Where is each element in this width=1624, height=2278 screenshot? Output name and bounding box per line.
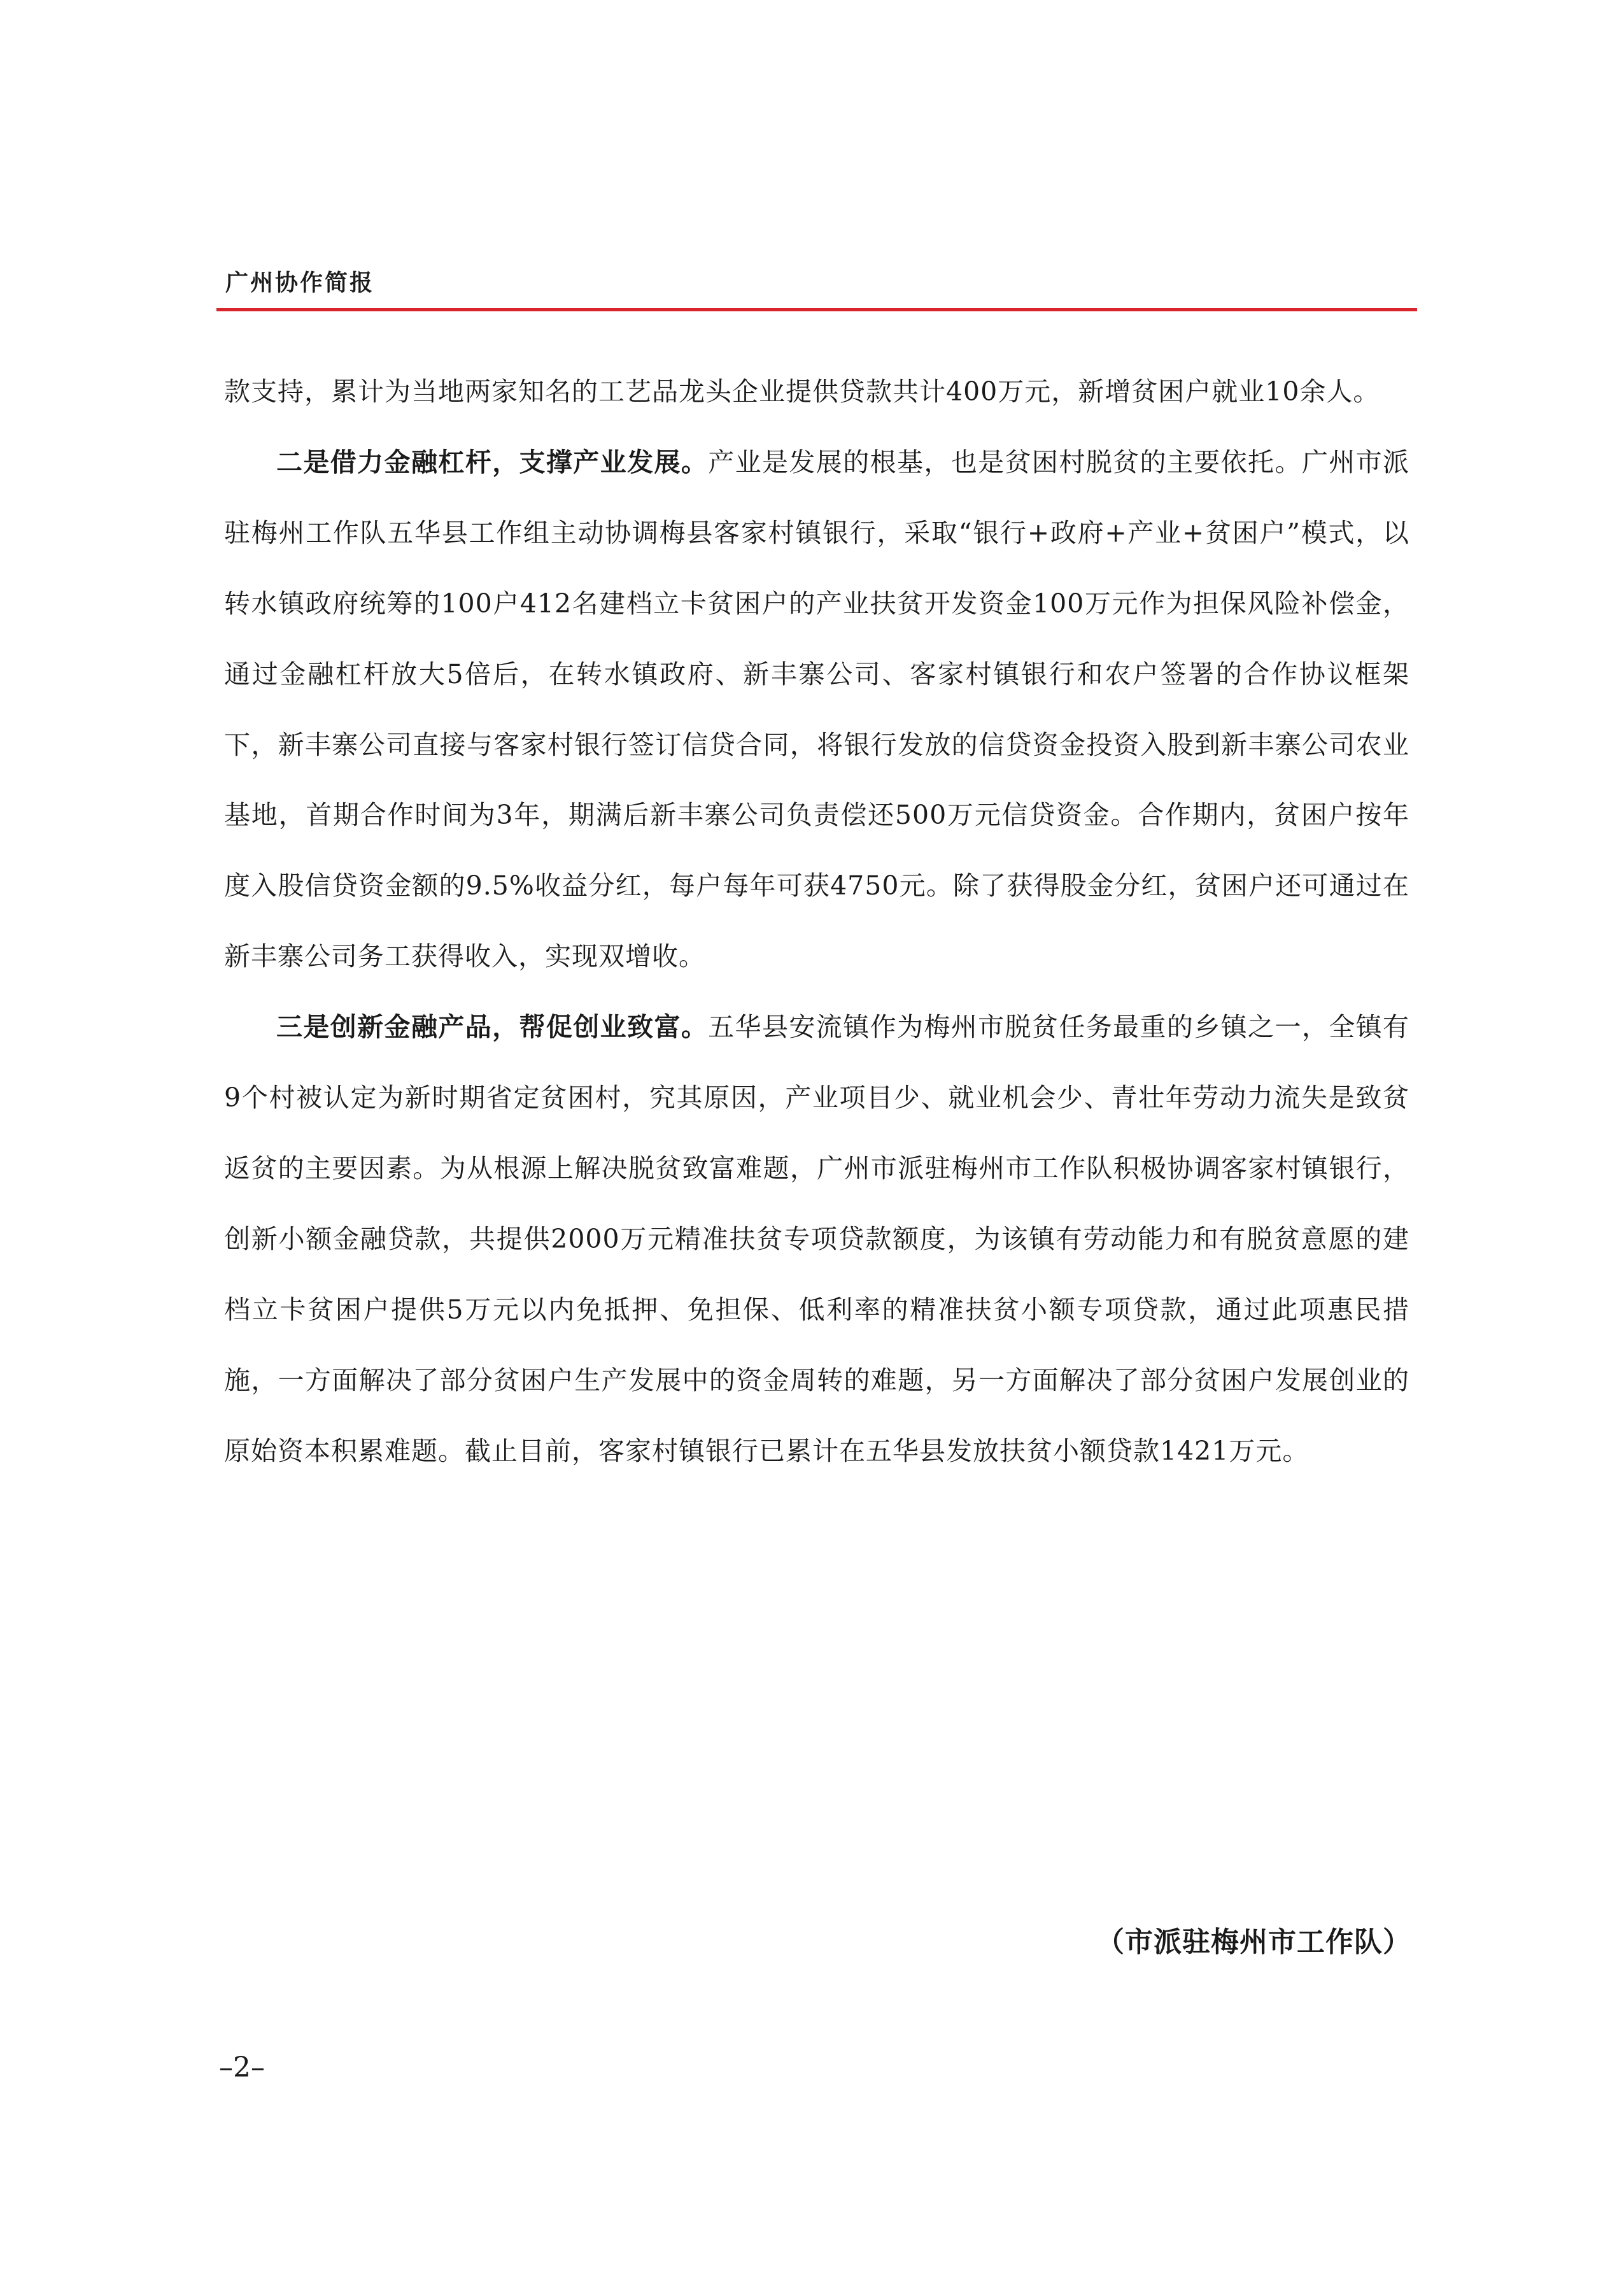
page-number: –2–: [219, 2051, 265, 2084]
paragraph-3-lead: 三是创新金融产品，帮促创业致富。: [276, 1012, 709, 1043]
paragraph-2-lead: 二是借力金融杠杆，支撑产业发展。: [276, 446, 709, 478]
paragraph-2-text: 产业是发展的根基，也是贫困村脱贫的主要依托。广州市派驻梅州工作队五华县工作组主动协调梅县客家村镇银行，采取“银行+政府+产业+贫困户”模式，以转水镇政府统筹的100户412名建档立卡贫困户的产业扶贫开发资金100万元作为担保风险补偿金，通过金融杠杆放大5倍后，在转水镇政府、新丰寨公司、客家村镇银行和农户签署的合作协议框架下，新丰寨公司直接与客家村银行签订信贷合同，将银行发放的信贷资金投资入股到新丰寨公司农业基地，首期合作时间为3年，期满后新丰寨公司负责偿还500万元信贷资金。合作期内，贫困户按年度入股信贷资金额的9.5%收益分红，每户每年可获4750元。除了获得股金分红，贫困户还可通过在新丰寨公司务工获得收入，实现双增收。: [224, 446, 1410, 972]
paragraph-1: [224, 357, 1409, 427]
paragraph-3: [224, 992, 1409, 1486]
publication-title: 广州协作简报: [225, 269, 375, 296]
paragraph-3-text: 五华县安流镇作为梅州市脱贫任务最重的乡镇之一，全镇有9个村被认定为新时期省定贫困村，究其原因，产业项目少、就业机会少、青壮年劳动力流失是致贫返贫的主要因素。为从根源上解决脱贫致富难题，广州市派驻梅州市工作队积极协调客家村镇银行，创新小额金融贷款，共提供2000万元精准扶贫专项贷款额度，为该镇有劳动能力和有脱贫意愿的建档立卡贫困户提供5万元以内免抵押、免担保、低利率的精准扶贫小额专项贷款，通过此项惠民措施，一方面解决了部分贫困户生产发展中的资金周转的难题，另一方面解决了部分贫困户发展创业的原始资本积累难题。截止目前，客家村镇银行已累计在五华县发放扶贫小额贷款1421万元。: [224, 1012, 1410, 1466]
author-signature: （市派驻梅州市工作队）: [1096, 1926, 1411, 1958]
article-body: [224, 357, 1409, 1487]
header-rule: [216, 308, 1417, 311]
paragraph-2: [224, 427, 1409, 992]
paragraph-1-text: 款支持，累计为当地两家知名的工艺品龙头企业提供贷款共计400万元，新增贫困户就业10余人。: [224, 376, 1380, 407]
